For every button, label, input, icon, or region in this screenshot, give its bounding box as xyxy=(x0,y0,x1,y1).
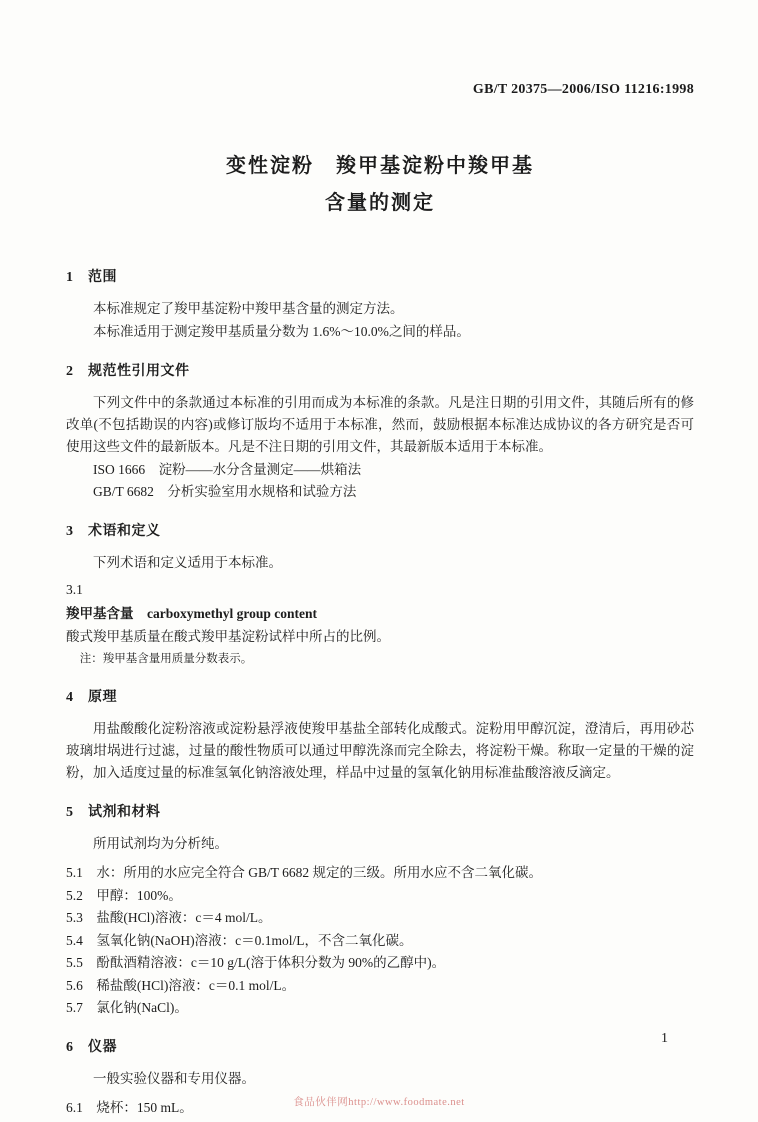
section-scope xyxy=(66,266,694,343)
document-title xyxy=(66,148,694,222)
document-title-line1: 变性淀粉 羧甲基淀粉中羧甲基 xyxy=(226,155,534,177)
clause-item: 5.1 水：所用的水应完全符合 GB/T 6682 规定的三级。所用水应不含二氧化碳。 xyxy=(66,865,543,880)
section-terms-definitions xyxy=(66,520,694,669)
section-reagents-heading: 5 试剂和材料 xyxy=(66,805,161,820)
section-terms-definitions-heading: 3 术语和定义 xyxy=(66,524,161,539)
term-entry: 羧甲基含量 carboxymethyl group content xyxy=(66,606,317,621)
paragraph: 所用试剂均为分析纯。 xyxy=(93,836,228,851)
term-note: 注：羧甲基含量用质量分数表示。 xyxy=(79,653,253,665)
term-definition: 酸式羧甲基质量在酸式羧甲基淀粉试样中所占的比例。 xyxy=(66,629,390,644)
clause-item: 5.5 酚酞酒精溶液：c＝10 g/L(溶于体积分数为 90%的乙醇中)。 xyxy=(66,955,446,970)
page-number: 1 xyxy=(661,1031,668,1046)
paragraph: 本标准规定了羧甲基淀粉中羧甲基含量的测定方法。 xyxy=(93,301,404,316)
footer-watermark: 食品伙伴网http://www.foodmate.net xyxy=(293,1097,465,1108)
section-reagents xyxy=(66,801,694,1019)
paragraph: 本标准适用于测定羧甲基质量分数为 1.6%～10.0%之间的样品。 xyxy=(93,324,470,339)
standard-number: GB/T 20375—2006/ISO 11216:1998 xyxy=(472,82,694,97)
section-normative-references-heading: 2 规范性引用文件 xyxy=(66,364,190,379)
clause-item: 5.7 氯化钠(NaCl)。 xyxy=(66,1000,188,1015)
document-title-line2: 含量的测定 xyxy=(325,192,435,214)
clause-number: 3.1 xyxy=(66,582,83,597)
section-principle-heading: 4 原理 xyxy=(66,690,117,705)
clause-item: 5.3 盐酸(HCl)溶液：c＝4 mol/L。 xyxy=(66,910,272,925)
clause-item: 5.2 甲醇：100%。 xyxy=(66,887,182,903)
clause-item: 5.6 稀盐酸(HCl)溶液：c＝0.1 mol/L。 xyxy=(66,977,296,993)
section-apparatus-heading: 6 仪器 xyxy=(66,1039,117,1055)
paragraph: 一般实验仪器和专用仪器。 xyxy=(93,1070,255,1086)
reference-item: GB/T 6682 分析实验室用水规格和试验方法 xyxy=(93,484,357,499)
section-normative-references xyxy=(66,360,694,503)
paragraph: 用盐酸酸化淀粉溶液或淀粉悬浮液使羧甲基盐全部转化成酸式。淀粉用甲醇沉淀，澄清后，再用砂芯玻璃坩埚进行过滤，过量的酸性物质可以通过甲醇洗涤而完全除去，将淀粉干燥。称取一定量的干燥的淀粉，加入适度过量的标准氢氧化钠溶液处理，样品中过量的氢氧化钠用标准盐酸溶液反滴定。 xyxy=(66,721,694,780)
clause-item: 5.4 氢氧化钠(NaOH)溶液：c＝0.1mol/L，不含二氧化碳。 xyxy=(66,932,413,948)
section-principle xyxy=(66,686,694,784)
clause-item: 6.1 烧杯：150 mL。 xyxy=(66,1099,193,1115)
paragraph: 下列术语和定义适用于本标准。 xyxy=(93,555,282,570)
paragraph: 下列文件中的条款通过本标准的引用而成为本标准的条款。凡是注日期的引用文件，其随后所有的修改单(不包括勘误的内容)或修订版均不适用于本标准，然而，鼓励根据本标准达成协议的各方研究是否可使用这些文件的最新版本。凡是不注日期的引用文件，其最新版本适用于本标准。 xyxy=(66,395,694,454)
section-scope-heading: 1 范围 xyxy=(66,270,117,285)
reference-item: ISO 1666 淀粉——水分含量测定——烘箱法 xyxy=(93,462,362,477)
